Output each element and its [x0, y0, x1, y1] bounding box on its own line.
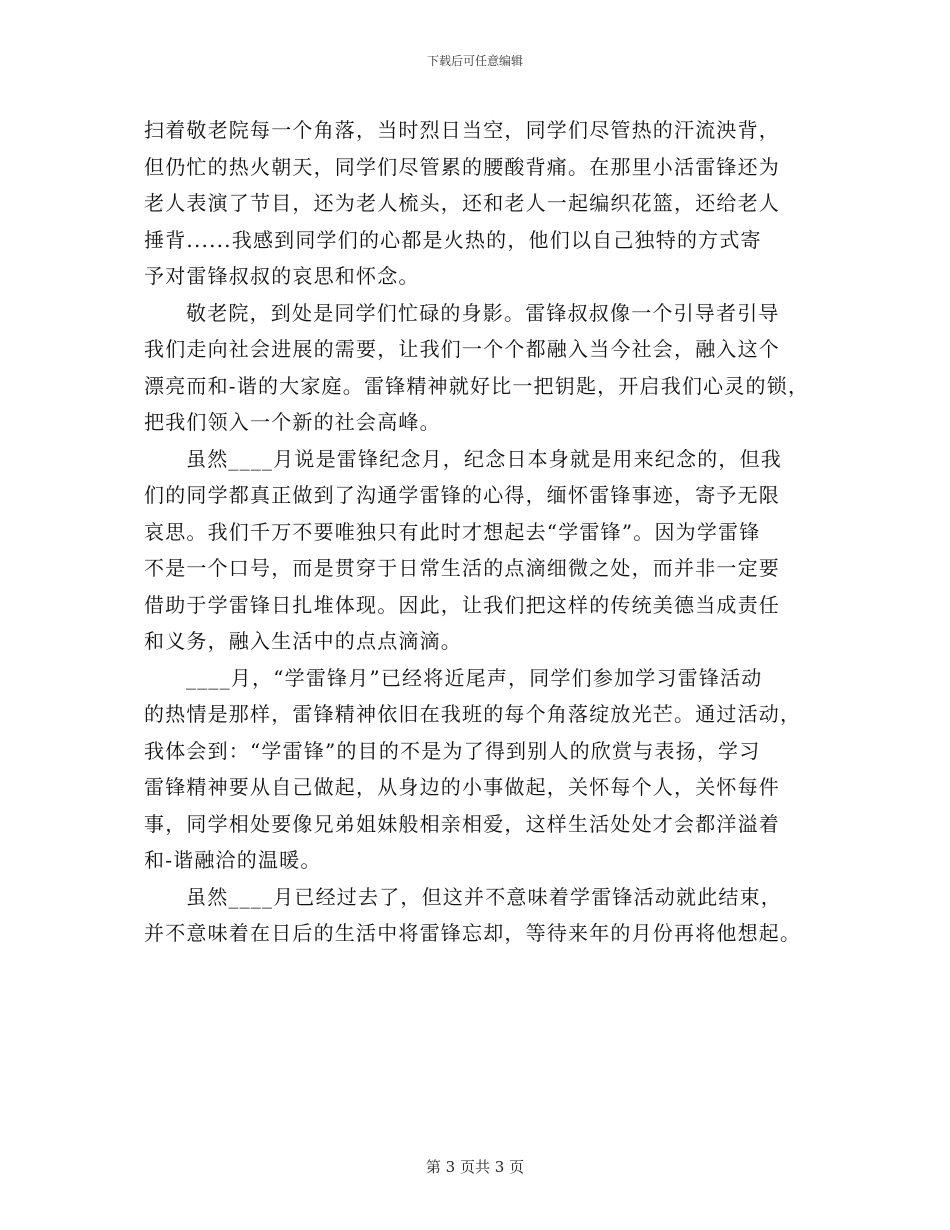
- paragraph: [144, 112, 824, 295]
- text-line: 捶背......我感到同学们的心都是火热的，他们以自己独特的方式寄: [144, 227, 762, 252]
- text-line: 漂亮而和-谐的大家庭。雷锋精神就好比一把钥匙，开启我们心灵的锁，: [144, 373, 810, 398]
- text-line: 但仍忙的热火朝天，同学们尽管累的腰酸背痛。在那里小活雷锋还为: [144, 154, 780, 179]
- text-line: 们的同学都真正做到了沟通学雷锋的心得，缅怀雷锋事迹，寄予无限: [144, 483, 780, 507]
- text-line: ____月，“学雷锋月”已经将近尾声，同学们参加学习雷锋活动: [186, 665, 763, 690]
- page-header: 下载后可任意编辑: [426, 54, 523, 68]
- text-line: 虽然____月已经过去了，但这并不意味着学雷锋活动就此结束，: [186, 884, 782, 909]
- text-line: 事，同学相处要像兄弟姐妹般相亲相爱，这样生活处处才会都洋溢着: [144, 811, 780, 836]
- text-line: 我们走向社会进展的需要，让我们一个个都融入当今社会，融入这个: [144, 337, 780, 361]
- paragraph: [144, 295, 824, 441]
- text-line: 我体会到：“学雷锋”的目的不是为了得到别人的欣赏与表扬，学习: [144, 738, 761, 763]
- text-line: 把我们领入一个新的社会高峰。: [144, 410, 441, 434]
- text-line: 老人表演了节目，还为老人梳头，还和老人一起编织花篮，还给老人: [144, 191, 780, 215]
- text-line: 哀思。我们千万不要唯独只有此时才想起去“学雷锋”。因为学雷锋: [144, 519, 761, 544]
- paragraph: [144, 660, 824, 879]
- paragraph: [144, 879, 824, 952]
- text-line: 借助于学雷锋日扎堆体现。因此，让我们把这样的传统美德当成责任: [144, 592, 780, 617]
- document-body: [144, 112, 824, 952]
- text-line: 和义务，融入生活中的点点滴滴。: [144, 629, 462, 653]
- text-line: 予对雷锋叔叔的哀思和怀念。: [144, 264, 420, 288]
- text-line: 虽然____月说是雷锋纪念月，纪念日本身就是用来纪念的，但我: [186, 446, 782, 471]
- text-line: 扫着敬老院每一个角落，当时烈日当空，同学们尽管热的汗流泱背，: [144, 118, 780, 142]
- text-line: 不是一个口号，而是贯穿于日常生活的点滴细微之处，而并非一定要: [144, 556, 780, 580]
- text-line: 并不意味着在日后的生活中将雷锋忘却，等待来年的月份再将他想起。: [144, 921, 802, 945]
- text-line: 和-谐融洽的温暖。: [144, 848, 322, 872]
- page-footer: 第 3 页共 3 页: [425, 1158, 525, 1176]
- paragraph: [144, 441, 824, 660]
- text-line: 的热情是那样，雷锋精神依旧在我班的每个角落绽放光芒。通过活动，: [144, 702, 802, 726]
- text-line: 雷锋精神要从自己做起，从身边的小事做起，关怀每个人，关怀每件: [144, 775, 780, 799]
- text-line: 敬老院，到处是同学们忙碌的身影。雷锋叔叔像一个引导者引导: [186, 300, 780, 325]
